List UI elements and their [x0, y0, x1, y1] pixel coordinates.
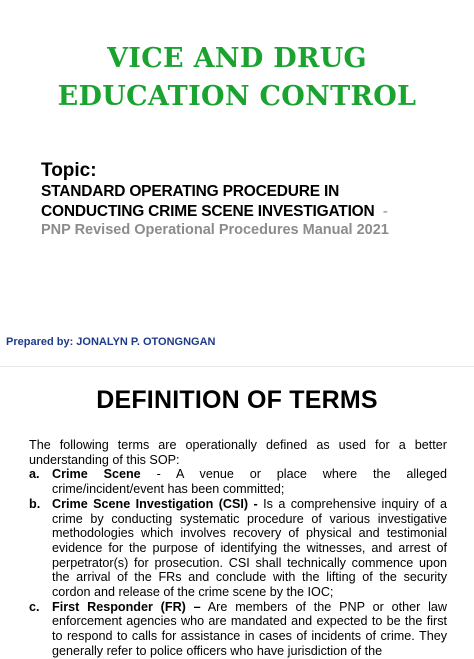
term-definition: - A venue or place where the alleged crime/incident/event has been committed; [52, 467, 447, 497]
term-item [29, 600, 447, 659]
main-title [0, 40, 474, 116]
term-item [29, 467, 447, 496]
main-title-line-1: VICE AND DRUG [107, 43, 367, 74]
sop-title-line-2-text: CONDUCTING CRIME SCENE INVESTIGATION [41, 203, 375, 220]
topic-label: Topic: [41, 160, 97, 181]
term-name: Crime Scene Investigation (CSI) - [52, 496, 258, 511]
term-item [29, 497, 447, 600]
term-definition: Is a comprehensive inquiry of a crime by conducting systematic procedure of various investigative methodologies which involves recovery of physical and testimonial evidence for the purpose of identifying the witnesses, and arrest of perpetrator(s) for prosecution. CSI shall technically commence upon the arrival of the FRs and conclude with the lifting of the security cordon and release of the crime scene by the IOC; [52, 496, 447, 600]
main-title-line-2: EDUCATION CONTROL [57, 81, 417, 112]
term-marker: c. [29, 599, 40, 614]
sop-title-line-1: STANDARD OPERATING PROCEDURE IN [41, 183, 340, 200]
term-marker: b. [29, 496, 41, 511]
term-definition: Are members of the PNP or other law enforcement agencies who are mandated and expected to be the first to respond to calls for assistance in cases of incidents of crime. They generally refer to police officers who have jurisdiction of the [52, 599, 447, 658]
term-name: First Responder (FR) – [52, 599, 201, 614]
manual-reference: PNP Revised Operational Procedures Manual 2021 [41, 222, 389, 238]
sop-title-line-2 [41, 202, 388, 222]
prepared-by: Prepared by: JONALYN P. OTONGNGAN [6, 336, 216, 348]
definitions-title: DEFINITION OF TERMS [96, 386, 378, 414]
term-name: Crime Scene [52, 467, 141, 482]
definitions-slide [0, 367, 474, 658]
term-marker: a. [29, 467, 40, 482]
definitions-intro: The following terms are operationally defined as used for a better understanding of this SOP: [29, 438, 447, 467]
definitions-body [29, 438, 447, 659]
sop-title-dash: - [382, 203, 388, 220]
